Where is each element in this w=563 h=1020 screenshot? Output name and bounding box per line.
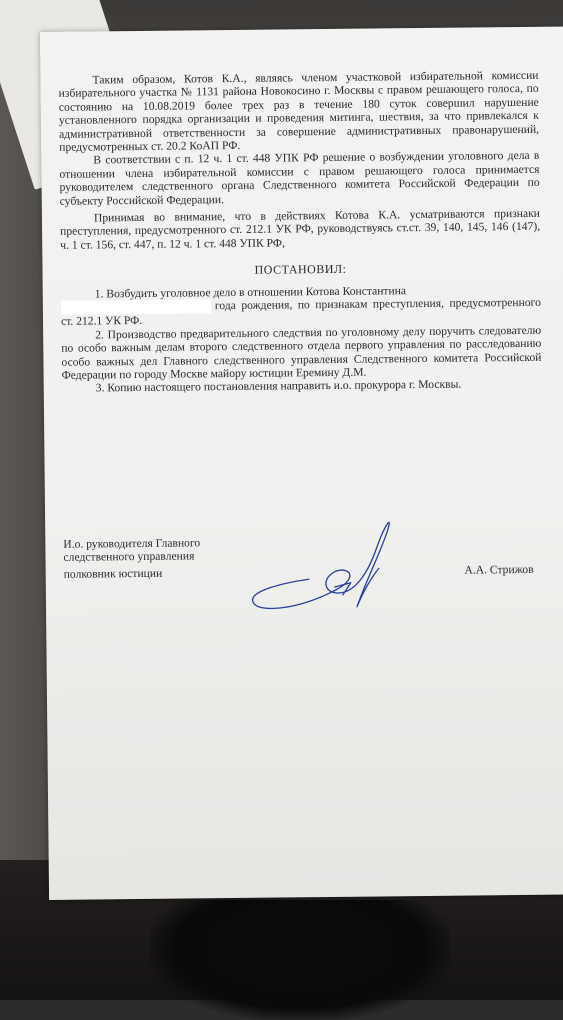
signer-position-line-2: следственного управления: [63, 549, 195, 565]
background-shadow: [150, 900, 450, 1020]
redaction-box: [61, 300, 211, 316]
item-1-start: 1. Возбудить уголовное дело в отношении Котова Константина: [94, 283, 407, 301]
resolution-heading: ПОСТАНОВИЛ:: [254, 262, 347, 278]
signer-position-line-1: И.о. руководителя Главного: [63, 536, 201, 551]
item-1-end: года рождения, по признакам преступления, предусмотренного ст. 212.1 УК РФ.: [60, 295, 541, 329]
signature-block: [63, 519, 544, 614]
resolution-item-1: [61, 282, 541, 328]
paragraph-considering: Принимая во внимание, что в действиях Котова К.А. усматриваются признаки преступления, предусмотренного ст. 212.1 УК РФ, руководствуясь ст.ст. 39, 140, 145, 146 (147), ч. 1 ст. 156, ст. 447, п. 12 ч. 1 ст. 448 УПК РФ,: [60, 206, 541, 252]
document-body: [58, 69, 541, 396]
signer-position: [63, 536, 200, 564]
signer-name: А.А. Стрижов: [464, 562, 534, 577]
paragraph-legal-basis: В соответствии с п. 12 ч. 1 ст. 448 УПК РФ решение о возбуждении уголовного дела в отношении члена избирательной комиссии с правом решающего голоса принимается руководителем следственного органа Следственного комитета Российской Федерации по субъекту Российской Федерации.: [59, 149, 540, 208]
paragraph-conclusion: Таким образом, Котов К.А., являясь членом участковой избирательной комиссии избирательного участка № 1131 района Новокосино г. Москвы с правом решающего голоса, по состоянию на 10.08.2019 более трех раз в течение 180 суток совершил нарушение установленного порядка организации и проведения митинга, шествия, за что привлекался к административной ответственности за совершение административных правонарушений, предусмотренных ст. 20.2 КоАП РФ.: [58, 68, 540, 154]
document-page: [40, 26, 563, 900]
resolution-item-2: 2. Производство предварительного следствия по уголовному делу поручить следователю по особо важным делам второго следственного отдела первого управления по расследованию особо важных дел Главного следственного управления Следственного комитета Российской Федерации по городу Москве майору юстиции Еремину Д.М.: [61, 323, 542, 382]
handwritten-signature: [238, 508, 429, 620]
resolution-item-3: 3. Копию настоящего постановления направить и.о. прокурора г. Москвы.: [95, 378, 462, 395]
signer-rank: полковник юстиции: [63, 566, 163, 581]
